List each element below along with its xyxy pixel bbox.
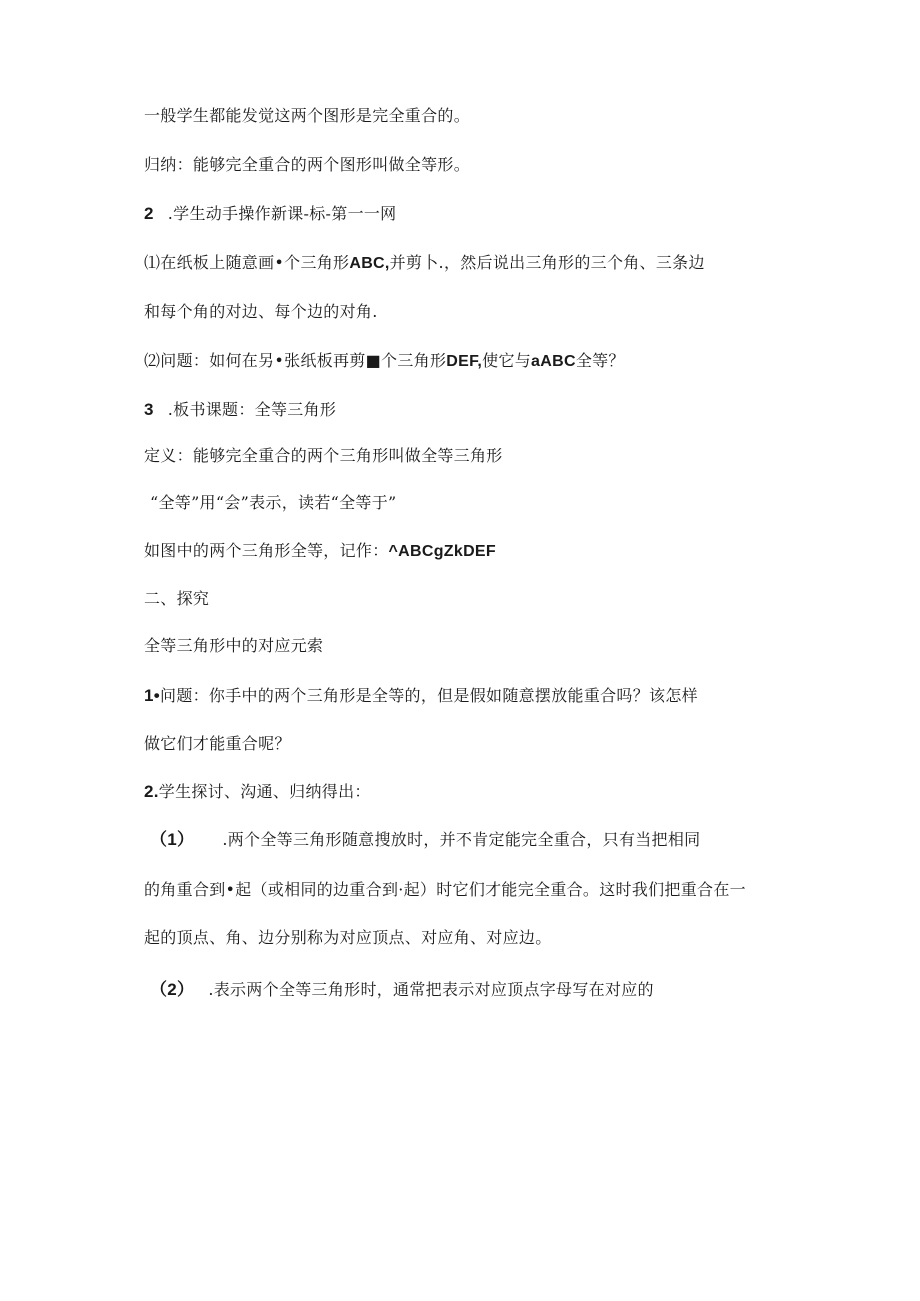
step-number: 3 xyxy=(144,400,154,419)
task-text: ⑴在纸板上随意画•个三角形 xyxy=(144,253,350,272)
question-text: ⑵问题：如何在另•张纸板再剪■个三角形 xyxy=(144,351,447,370)
discussion-text: 学生探讨、沟通、归纳得出： xyxy=(158,782,371,801)
paragraph-question-1-line-2 xyxy=(144,734,291,754)
section-title: 二、探究 xyxy=(144,589,210,608)
example-text: 如图中的两个三角形全等，记作： xyxy=(144,541,389,560)
paragraph-example xyxy=(144,541,496,562)
triangle-label-abc: ABC, xyxy=(349,255,390,272)
task-text: 和每个角的对边、每个边的对角. xyxy=(144,302,378,321)
paragraph-notation xyxy=(150,493,396,513)
paragraph-point-1-line-1 xyxy=(150,830,700,850)
paragraph-point-2 xyxy=(150,980,654,1000)
item-number: 1• xyxy=(144,686,161,705)
paragraph-point-1-line-2 xyxy=(144,880,746,900)
section-heading-explore xyxy=(144,589,209,609)
question-text: 使它与 xyxy=(482,351,532,370)
point-text: .两个全等三角形随意搜放时，并不肯定能完全重合，只有当把相同 xyxy=(222,830,701,849)
paragraph-question-1-line-1 xyxy=(144,686,698,706)
task-text: 并剪卜.，然后说出三角形的三个角、三条边 xyxy=(389,253,705,272)
paragraph-task-1-line-1 xyxy=(144,253,705,274)
point-text: .表示两个全等三角形时，通常把表示对应顶点字母写在对应的 xyxy=(208,980,654,999)
point-number: （2） xyxy=(150,980,195,999)
point-text: 起的顶点、角、边分别称为对应顶点、对应角、对应边。 xyxy=(144,928,552,947)
congruence-expression: ^ABCgZkDEF xyxy=(388,543,496,560)
item-number: 2. xyxy=(144,782,159,801)
triangle-label-abc: aABC xyxy=(531,353,576,370)
point-number: （1） xyxy=(150,830,195,849)
triangle-label-def: DEF, xyxy=(446,353,483,370)
summary-text: 归纳：能够完全重合的两个图形叫做全等形。 xyxy=(144,155,471,174)
definition-text: 定义：能够完全重合的两个三角形叫做全等三角形 xyxy=(144,446,503,465)
subsection-title: 全等三角形中的对应元索 xyxy=(144,636,324,655)
paragraph-discussion xyxy=(144,782,371,802)
paragraph-summary xyxy=(144,155,470,175)
step-text: .板书课题：全等三角形 xyxy=(167,400,337,419)
subsection-heading xyxy=(144,636,323,656)
paragraph-point-1-line-3 xyxy=(144,928,552,948)
question-text: 全等？ xyxy=(575,351,625,370)
question-text: 问题：你手中的两个三角形是全等的，但是假如随意摆放能重合吗？该怎样 xyxy=(160,686,698,705)
step-text: .学生动手操作新课-标-第一一网 xyxy=(167,204,397,223)
paragraph-step-2 xyxy=(144,204,396,224)
paragraph-task-1-line-2 xyxy=(144,302,378,322)
paragraph-task-2 xyxy=(144,351,625,372)
step-number: 2 xyxy=(144,204,154,223)
question-text: 做它们才能重合呢？ xyxy=(144,734,291,753)
paragraph-definition xyxy=(144,446,503,466)
paragraph-observation xyxy=(144,106,470,126)
observation-text: 一般学生都能发觉这两个图形是完全重合的。 xyxy=(144,106,471,125)
paragraph-step-3 xyxy=(144,400,336,420)
point-text: 的角重合到•起（或相同的边重合到·起）时它们才能完全重合。这时我们把重合在一 xyxy=(144,880,746,899)
notation-text: “全等”用“会”表示，读若“全等于” xyxy=(150,493,397,512)
